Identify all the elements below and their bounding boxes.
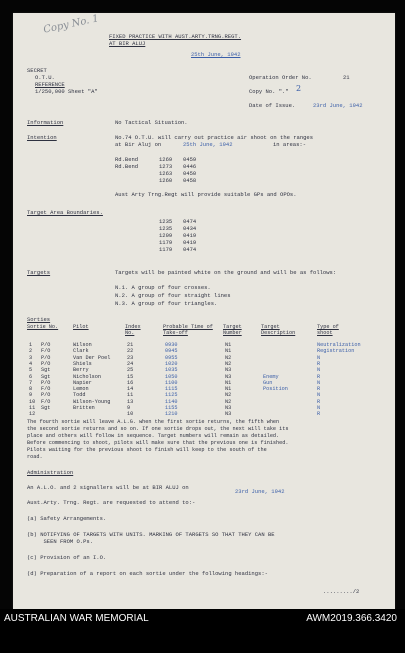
pilot-name: Wilson [73,342,92,348]
targets-text: Targets will be painted white on the ground and will be as follows: [115,269,337,276]
col-header-target-description: Target Description [261,324,296,337]
sortie-number: 11 [29,405,36,411]
target-number: N1 [225,379,232,386]
issue-date-value: 23rd June, 1942 [313,102,363,109]
intention-areas: in areas:- [273,141,307,148]
target-list-item: N.2. A group of four straight lines [115,292,231,299]
administration-heading: Administration [27,469,74,476]
boundary-easting: 1235 [159,218,173,225]
take-off-time: 0930 [165,342,178,348]
index-number: 22 [127,348,134,355]
sorties-note-line: Pilots waiting for the previous shoot to finish will keep to the south of the [27,447,267,453]
document-title-location: AT BIR ALUJ [109,40,146,47]
administration-item: (b) NOTIFYING OF TARGETS WITH UNITS. MARKING OF TARGETS SO THAT THEY CAN BE [27,531,275,538]
shoot-type: R [317,373,321,380]
col-header-pilot: Pilot [73,324,89,330]
intention-date: 25th June, 1942 [183,141,233,148]
sorties-heading: Sorties [27,316,51,323]
administration-item: (a) Safety Arrangements. [27,515,107,522]
shoot-type: N [317,392,321,399]
handwritten-copy-mark: Copy No. 1 [42,13,100,36]
administration-item: SEEN FROM O.Ps. [27,538,94,545]
pilot-rank: Sgt [41,405,51,411]
index-number: 16 [127,379,134,386]
operation-order-value: 21 [343,74,350,81]
pilot-rank: P/O [41,392,51,399]
pilot-rank: P/O [41,379,51,386]
col-header-sortie: Sortie No. [27,324,59,330]
take-off-time: 1155 [165,405,178,411]
take-off-time: 1210 [165,411,178,418]
grid-ref-northing: 0459 [183,156,197,163]
target-number: N3 [225,367,232,374]
take-off-time: 1115 [165,386,178,393]
shoot-type: R [317,398,321,405]
take-off-time: 1050 [165,373,178,380]
target-number: N2 [225,392,232,399]
sorties-note-line: Before commencing to shoot, pilots will make sure that the previous one is finished. [27,440,289,446]
target-number: N2 [225,398,232,405]
pilot-name: Nicholson [73,373,102,380]
index-number: 9 [127,405,131,411]
pilot-rank: F/O [41,348,51,355]
information-text: No Tactical Situation. [115,119,188,126]
shoot-type: N [317,379,321,386]
sortie-number: 2 [29,348,33,355]
administration-line2: Aust.Arty. Trng. Regt. are requested to attend to:- [27,499,196,506]
intention-location: at Bir Aluj on [115,141,162,148]
sortie-number: 7 [29,379,33,386]
grid-ref-northing: 0446 [183,163,197,170]
grid-ref-easting: 1269 [159,156,173,163]
operation-order-label: Operation Order No. [249,74,312,81]
index-number: 15 [127,373,134,380]
sortie-number: 5 [29,367,33,374]
issue-date-label: Date of Issue. [249,102,296,109]
boundary-northing: 0419 [183,232,197,239]
take-off-time: 1125 [165,392,178,399]
sortie-number: 1 [29,342,33,348]
pilot-name: Napier [73,379,92,386]
copy-value: 2 [296,84,302,93]
copy-label: Copy No. "." [249,88,289,95]
sorties-note-line: road. [27,454,43,460]
grid-label: Rd.Bend [115,163,139,170]
target-list-item: N.3. A group of four triangles. [115,300,218,307]
target-number: N2 [225,360,232,367]
left-block-line4: 1/250,000 Sheet "A" [35,88,98,95]
pilot-rank: P/O [41,342,51,348]
shoot-type: Registration [317,348,355,355]
col-header-index: Index No. [125,324,141,337]
sortie-number: 10 [29,398,36,405]
sorties-note-line: The fourth sortie will leave A.L.G. when the first sortie returns, the fifth when [27,419,280,425]
shoot-type: R [317,386,321,393]
shoot-type: N [317,367,321,374]
targets-heading: Targets [27,269,51,276]
pilot-name: Wilson-Young [73,398,111,405]
index-number: 21 [127,342,134,348]
boundary-northing: 0474 [183,246,197,253]
grid-ref-easting: 1273 [159,163,173,170]
take-off-time: 0955 [165,354,178,361]
table-row [27,411,387,417]
document-date: 25th June, 1942 [191,51,241,58]
target-description: Position [263,386,288,393]
document-title: FIXED PRACTICE WITH AUST.ARTY.TRNG.REGT. [109,33,242,40]
sortie-number: 3 [29,354,33,361]
col-header-shoot-type: Type of shoot [317,324,339,337]
pilot-rank: F/O [41,398,51,405]
boundary-northing: 0419 [183,239,197,246]
index-number: 14 [127,386,134,393]
pilot-name: Berry [73,367,89,374]
target-list-item: N.1. A group of four crosses. [115,284,211,291]
target-number: N3 [225,405,232,411]
take-off-time: 1035 [165,367,178,374]
information-heading: Information [27,119,64,126]
pilot-name: Van Der Poel [73,354,111,361]
boundary-northing: 0434 [183,225,197,232]
take-off-time: 1140 [165,398,178,405]
target-description: Enemy [263,373,279,380]
target-area-heading: Target Area Boundaries. [27,209,103,216]
boundary-easting: 1179 [159,239,173,246]
sortie-number: 8 [29,386,33,393]
left-block-line3: REFERENCE [35,81,65,88]
pilot-rank: Sgt [41,373,51,380]
administration-item: (d) Preparation of a report on each sortie under the following headings:- [27,570,268,577]
target-number: N3 [225,373,232,380]
pilot-rank: P/O [41,354,51,361]
pilot-name: Britten [73,405,95,411]
boundary-easting: 1209 [159,232,173,239]
boundary-easting: 1235 [159,225,173,232]
pilot-rank: Sgt [41,367,51,374]
shoot-type: Neutralization [317,342,361,348]
index-number: 25 [127,367,134,374]
grid-ref-northing: 0450 [183,170,197,177]
administration-date: 23rd June, 1942 [235,488,285,495]
target-description: Gun [263,379,273,386]
shoot-type: R [317,411,321,418]
index-number: 11 [127,392,134,399]
col-header-time: Probable Time of Take-off [163,324,213,337]
administration-line1: An A.L.O. and 2 signallers will be at BIR ALUJ on [27,484,189,491]
intention-heading: Intention [27,134,57,141]
left-block-line2: O.T.U. [35,74,55,81]
pilot-rank: F/O [41,386,51,393]
boundary-easting: 1179 [159,246,173,253]
sortie-number: 9 [29,392,33,399]
left-block-line1: SECRET [27,67,47,74]
administration-item: (c) Provision of an I.O. [27,554,107,561]
grid-ref-easting: 1263 [159,170,173,177]
grid-ref-northing: 0458 [183,177,197,184]
sortie-number: 6 [29,373,33,380]
target-number: N2 [225,354,232,361]
pilot-name: Clark [73,348,89,355]
sorties-note-line: the second sortie returns and so on. If one sortie drops out, the next will take its [27,426,289,432]
pilot-name: Shiels [73,360,92,367]
intention-gp-text: Aust Arty Trng.Regt will provide suitable GPs and OPOs. [115,191,297,198]
take-off-time: 0945 [165,348,178,355]
target-number: N1 [225,348,232,355]
grid-ref-easting: 1260 [159,177,173,184]
index-number: 24 [127,360,134,367]
sortie-number: 4 [29,360,33,367]
intention-text: No.74 O.T.U. will carry out practice air shoot on the ranges [115,134,314,141]
target-number: N1 [225,342,232,348]
target-number: N1 [225,386,232,393]
sortie-number: 12 [29,411,36,418]
index-number: 10 [127,411,134,418]
grid-label: Rd.Bend [115,156,139,163]
document-page [13,13,395,609]
target-number: N3 [225,411,232,418]
pilot-name: Todd [73,392,86,399]
shoot-type: N [317,405,321,411]
take-off-time: 1020 [165,360,178,367]
pilot-rank: P/O [41,360,51,367]
boundary-northing: 0474 [183,218,197,225]
archive-source: AUSTRALIAN WAR MEMORIAL [4,613,149,624]
index-number: 23 [127,354,134,361]
sorties-note-line: place and others will follow in sequence. Target numbers will remain as detailed. [27,433,280,439]
archive-accession: AWM2019.366.3420 [306,613,397,624]
sorties-table-body [27,342,387,420]
col-header-target-number: Target Number [223,324,242,337]
continued-marker: ........./2 [323,588,360,595]
shoot-type: N [317,354,321,361]
archive-footer [0,609,405,653]
index-number: 13 [127,398,134,405]
shoot-type: R [317,360,321,367]
pilot-name: Lemon [73,386,89,393]
take-off-time: 1100 [165,379,178,386]
